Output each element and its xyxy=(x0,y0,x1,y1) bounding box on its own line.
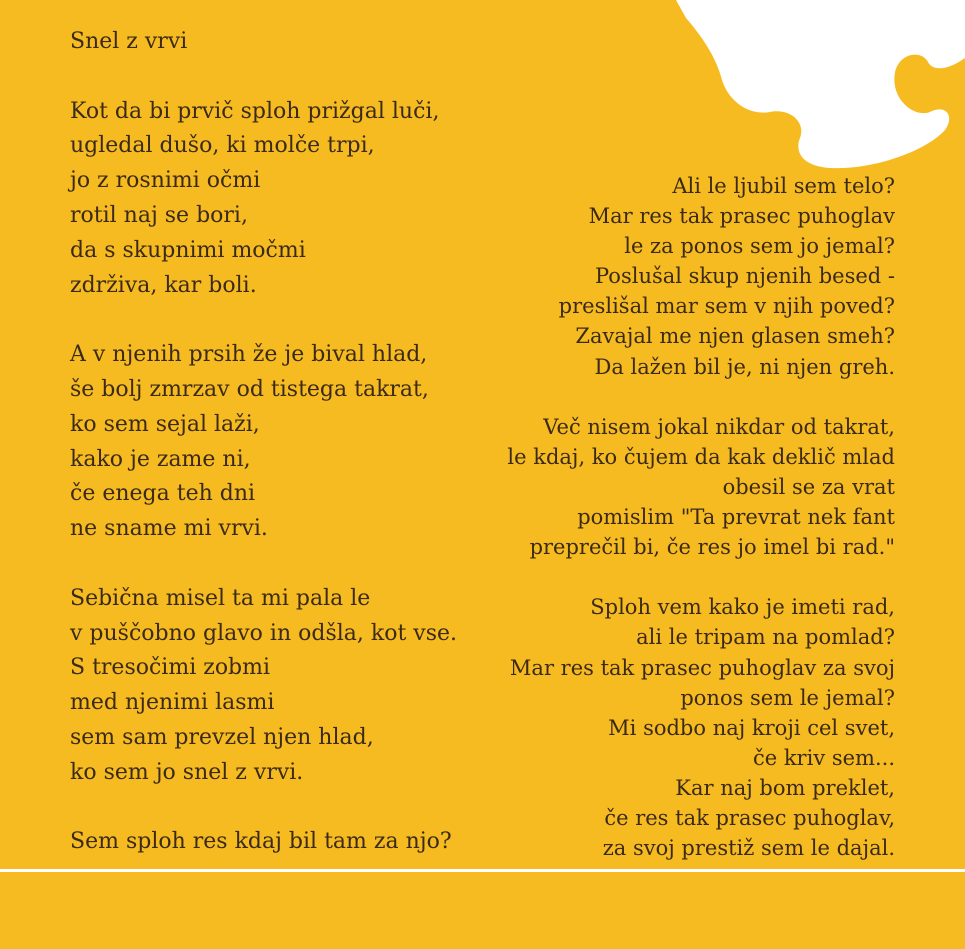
verse-line: ne sname mi vrvi. xyxy=(70,516,268,542)
verse-line: če res tak prasec puhoglav, xyxy=(604,805,895,830)
verse-line: Poslušal skup njenih besed - xyxy=(595,264,895,289)
verse-line: S tresočimi zobmi xyxy=(70,655,271,681)
verse-line: jo z rosnimi očmi xyxy=(70,168,261,194)
verse-line: preslišal mar sem v njih poved? xyxy=(558,294,895,319)
stanza xyxy=(455,412,895,562)
verse-line: v puščobno glavo in odšla, kot vse. xyxy=(70,620,458,646)
verse-line: le za ponos sem jo jemal? xyxy=(624,234,895,259)
verse-line: ugledal dušo, ki molče trpi, xyxy=(70,133,375,159)
stanza xyxy=(70,338,480,547)
poem-title: Snel z vrvi xyxy=(70,29,188,54)
verse-line: Mi sodbo naj kroji cel svet, xyxy=(608,715,895,740)
stanza xyxy=(70,582,480,791)
verse-line: če enega teh dni xyxy=(70,481,256,507)
verse-line: A v njenih prsih že je bival hlad, xyxy=(70,342,428,368)
verse-line: Da lažen bil je, ni njen greh. xyxy=(594,354,895,379)
stanza xyxy=(455,592,895,863)
verse-line: ko sem jo snel z vrvi. xyxy=(70,759,304,785)
verse-line: Sem sploh res kdaj bil tam za njo? xyxy=(70,829,452,855)
verse-line: Mar res tak prasec puhoglav xyxy=(588,204,895,229)
verse-line: rotil naj se bori, xyxy=(70,202,248,228)
verse-line: ponos sem le jemal? xyxy=(680,685,895,710)
right-stanzas xyxy=(455,171,895,863)
stanza xyxy=(70,825,480,860)
verse-line: preprečil bi, če res jo imel bi rad." xyxy=(529,535,895,560)
verse-line: Sploh vem kako je imeti rad, xyxy=(590,595,895,620)
verse-line: kako je zame ni, xyxy=(70,446,251,472)
verse-line: Zavajal me njen glasen smeh? xyxy=(575,324,895,349)
verse-line: Kot da bi prvič sploh prižgal luči, xyxy=(70,98,440,124)
left-column xyxy=(70,25,480,895)
stanza xyxy=(70,95,480,304)
verse-line: Več nisem jokal nikdar od takrat, xyxy=(543,414,895,439)
left-stanzas xyxy=(70,95,480,861)
verse-line: pomislim "Ta prevrat nek fant xyxy=(577,505,895,530)
divider-line xyxy=(0,869,965,872)
verse-line: sem sam prevzel njen hlad, xyxy=(70,724,374,750)
verse-line: ko sem sejal laži, xyxy=(70,411,260,437)
verse-line: le kdaj, ko čujem da kak deklič mlad xyxy=(507,444,895,469)
stanza xyxy=(455,171,895,382)
verse-line: da s skupnimi močmi xyxy=(70,237,306,263)
verse-line: za svoj prestiž sem le dajal. xyxy=(602,836,895,861)
verse-line: obesil se za vrat xyxy=(722,474,895,499)
verse-line: Sebična misel ta mi pala le xyxy=(70,585,371,611)
verse-line: če kriv sem... xyxy=(752,745,895,770)
right-column xyxy=(455,171,895,893)
verse-line: zdrživa, kar boli. xyxy=(70,272,257,298)
verse-line: še bolj zmrzav od tistega takrat, xyxy=(70,376,429,402)
verse-line: med njenimi lasmi xyxy=(70,690,275,716)
verse-line: ali le tripam na pomlad? xyxy=(636,625,895,650)
verse-line: Mar res tak prasec puhoglav za svoj xyxy=(509,655,895,680)
verse-line: Kar naj bom preklet, xyxy=(675,775,895,800)
verse-line: Ali le ljubil sem telo? xyxy=(672,174,895,198)
